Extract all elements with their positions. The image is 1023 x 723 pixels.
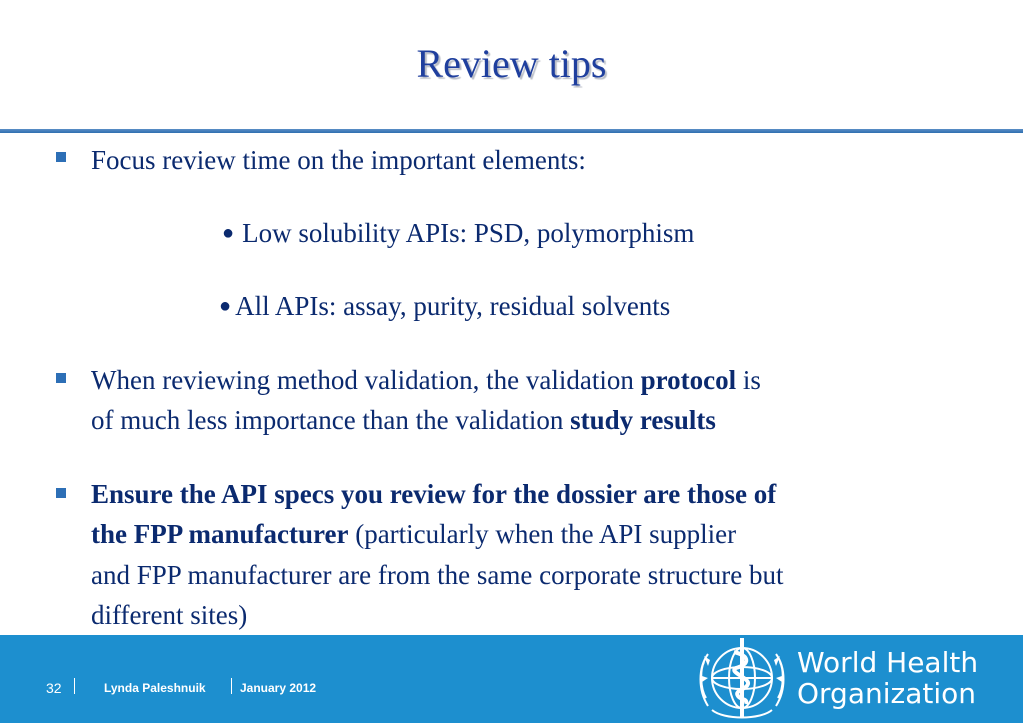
bullet-marker bbox=[56, 488, 66, 498]
footer-date: January 2012 bbox=[240, 681, 317, 695]
footer-separator bbox=[74, 678, 75, 694]
bullet-marker bbox=[56, 152, 66, 162]
footer-author: Lynda Paleshnuik bbox=[104, 681, 206, 695]
bullet-text-validation-line2: of much less importance than the validation study results bbox=[91, 405, 716, 435]
bullet-text-ensure-line4: different sites) bbox=[91, 600, 248, 630]
sub-bullet-1 bbox=[222, 213, 694, 253]
who-emblem-icon bbox=[694, 632, 790, 723]
bullet-text-ensure-line2: the FPP manufacturer (particularly when the API supplier bbox=[91, 519, 737, 549]
emphasis-study-results: study results bbox=[570, 405, 716, 435]
title-divider bbox=[0, 129, 1023, 133]
bullet-text-ensure-line1: Ensure the API specs you review for the dossier are those of bbox=[91, 479, 777, 509]
sub-bullet-2 bbox=[219, 286, 670, 326]
page-number: 32 bbox=[46, 680, 62, 696]
bullet-text-focus: Focus review time on the important elements: bbox=[91, 145, 586, 175]
bullet-text-ensure-line3: and FPP manufacturer are from the same corporate structure but bbox=[91, 560, 784, 590]
bullet-text-validation-line1: When reviewing method validation, the validation protocol is bbox=[91, 365, 761, 395]
sub-bullet-1-text: Low solubility APIs: PSD, polymorphism bbox=[242, 218, 695, 248]
org-name-line1: World Health bbox=[797, 646, 979, 679]
dot-icon: ● bbox=[219, 295, 232, 317]
org-name-line2: Organization bbox=[797, 677, 977, 710]
dot-icon: ● bbox=[222, 222, 235, 244]
footer-separator bbox=[231, 678, 232, 694]
sub-bullet-2-text: All APIs: assay, purity, residual solvents bbox=[235, 291, 671, 321]
slide-title: Review tips bbox=[416, 41, 607, 86]
emphasis-protocol: protocol bbox=[640, 365, 737, 395]
bullet-marker bbox=[56, 373, 66, 383]
